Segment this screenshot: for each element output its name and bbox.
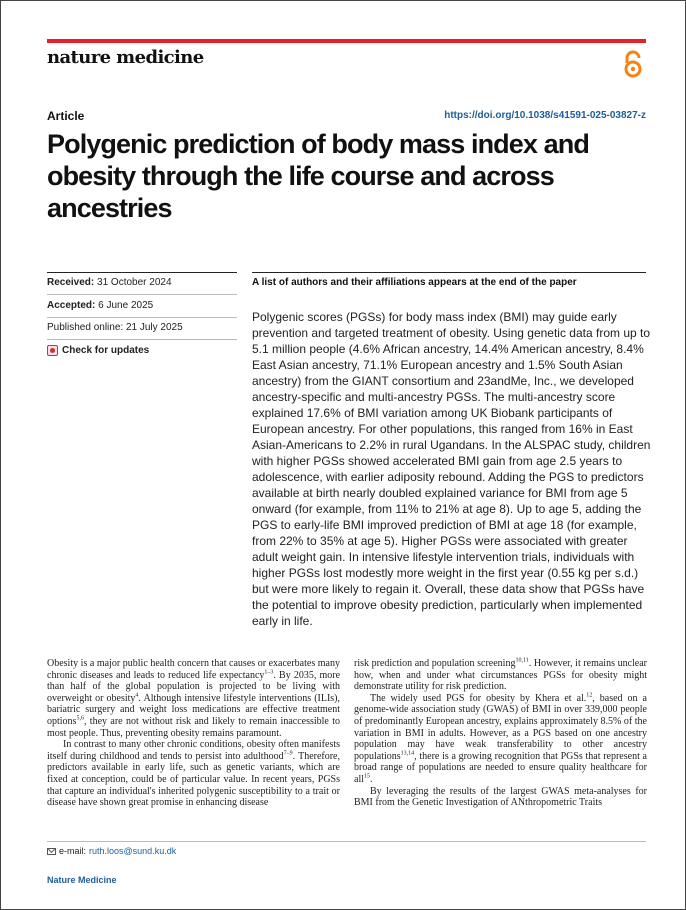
article-type-label: Article	[47, 109, 85, 123]
abstract-rule	[252, 272, 646, 273]
abstract: Polygenic scores (PGSs) for body mass index (BMI) may guide early prevention and targeted treatment of obesity. Using genetic data from up to 5.1 million people (4.6% African ancestry, 14.4% American ancestry, 8.4% East Asian ancestry, 71.1% European ancestry and 1.5% South Asian ancestry) from the GIANT consortium and 23andMe, Inc., we developed ancestry-specific and multi-ancestry PGSs. The multi-ancestry score explained 17.6% of BMI variation among UK Biobank participants of European ancestry. For other populations, this ranged from 16% in East Asian-Americans to 2.2% in rural Ugandans. In the ALSPAC study, children with higher PGSs showed accelerated BMI gain from age 2.5 years to adolescence, with earlier adiposity rebound. Adding the PGS to predictors available at birth nearly doubled explained variance for BMI from age 5 onward (for example, from 11% to 21% at age 8). Up to age 5, adding the PGS to early-life BMI improved prediction of BMI at age 18 (for example, from 22% to 35% at age 5). Higher PGSs were associated with greater adult weight gain. In intensive lifestyle intervention trials, individuals with higher PGSs lost modestly more weight in the first year (0.55 kg per s.d.) but were more likely to regain it. Overall, these data show that PGSs have the potential to improve obesity prediction, particularly when implemented early in life.	[252, 310, 651, 628]
accepted-value: 6 June 2025	[98, 300, 154, 311]
check-updates-label: Check for updates	[62, 345, 150, 356]
affiliations-note: A list of authors and their affiliations appears at the end of the paper	[252, 277, 577, 288]
open-access-lock-icon[interactable]	[622, 50, 644, 78]
crossmark-icon	[47, 345, 58, 356]
meta-rule	[47, 294, 237, 295]
body-paragraph: risk prediction and population screening$^{10,11}$. However, it remains unclear how, when and under what circumstances PGSs for obesity might demonstrate utility for risk prediction.	[354, 657, 647, 693]
body-column-right	[354, 658, 647, 809]
citation[interactable]: 4	[135, 692, 139, 699]
doi-link[interactable]: https://doi.org/10.1038/s41591-025-03827-z	[444, 110, 646, 121]
body-column-left	[47, 658, 340, 809]
citation[interactable]: 13,14	[400, 750, 415, 757]
meta-rule	[47, 339, 237, 340]
article-title: Polygenic prediction of body mass index and obesity through the life course and across ancestries	[47, 129, 589, 223]
footer-rule	[47, 841, 646, 842]
meta-rule	[47, 317, 237, 318]
journal-logo[interactable]: nature medicine	[47, 47, 204, 68]
envelope-icon	[47, 848, 56, 855]
body-paragraph: The widely used PGS for obesity by Khera et al.$^{12}$, based on a genome-wide association study (GWAS) of BMI in over 339,000 people of predominantly European ancestry, explains approximately 8.5% of the variation in BMI in adults. However, as a PGS based on one ancestry population may have weak transferability to other ancestry populations$^{13,14}$, there is a growing recognition that PGSs that represent a broad range of populations are needed to ensure quality healthcare for all$^{15}$.	[354, 692, 647, 785]
body-paragraph: In contrast to many other chronic conditions, obesity often manifests itself during childhood and tends to persist into adulthood$^{7-9}$. Therefore, predictors available in early life, such as genetic variants, which are fixed at conception, could be of particular value. In recent years, PGSs that capture an individual's inherited polygenic susceptibility to a trait or disease have shown great promise in enhancing disease	[47, 739, 340, 809]
meta-rule-top	[47, 272, 237, 273]
published-date: Published online: 21 July 2025	[47, 322, 183, 333]
received-label: Received:	[47, 277, 95, 288]
footer-journal-name[interactable]: Nature Medicine	[47, 875, 117, 885]
accepted-date	[47, 300, 153, 311]
citation[interactable]: 5,6	[76, 715, 84, 722]
accepted-label: Accepted:	[47, 300, 96, 311]
body-paragraph: Obesity is a major public health concern that causes or exacerbates many chronic diseases and leads to reduced life expectancy$^{1-3}$. By 2035, more than half of the global population is projected to be living with overweight or obesity$^4$. Although intensive lifestyle interventions (ILIs), bariatric surgery and weight loss medications are effective treatment options$^{5,6}$, they are not without risk and likely to remain inaccessible to most people. Thus, preventing obesity remains paramount.	[47, 658, 341, 739]
email-link[interactable]: ruth.loos@sund.ku.dk	[89, 846, 177, 856]
citation[interactable]: 12	[586, 692, 593, 699]
email-label: e-mail:	[59, 846, 87, 856]
correspondence-email	[47, 846, 176, 856]
citation[interactable]: 10,11	[515, 657, 529, 664]
check-updates-link[interactable]	[47, 345, 149, 356]
received-value: 31 October 2024	[97, 277, 172, 288]
received-date	[47, 277, 172, 288]
body-paragraph: By leveraging the results of the largest GWAS meta-analyses for BMI from the Genetic Investigation of ANthropometric Traits	[354, 785, 647, 809]
citation[interactable]: 7–9	[283, 750, 293, 757]
citation[interactable]: 1–3	[264, 669, 274, 676]
citation[interactable]: 15	[364, 773, 370, 780]
journal-red-bar	[47, 39, 646, 43]
